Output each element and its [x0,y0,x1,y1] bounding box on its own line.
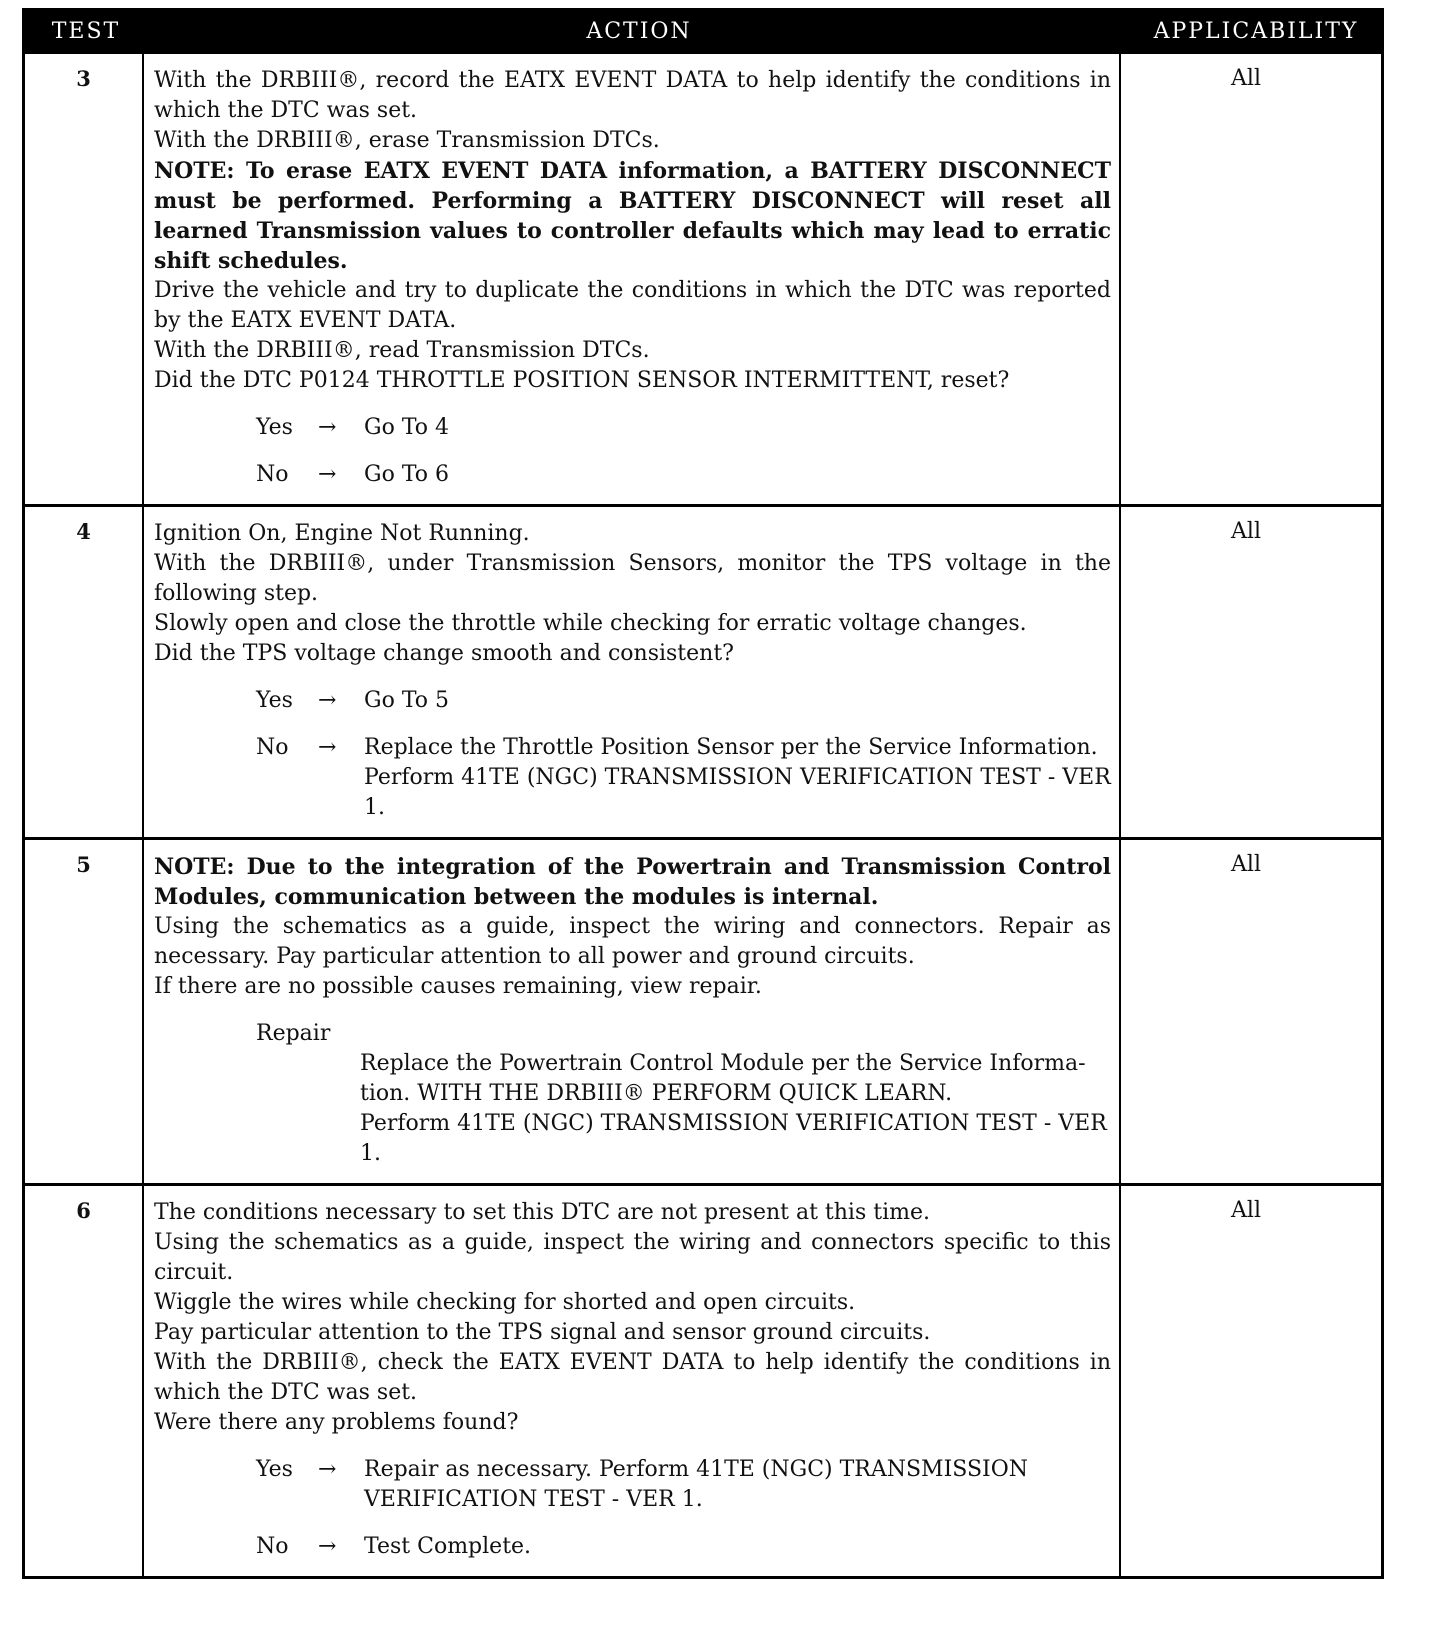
diagnostic-table [22,8,1384,1579]
instruction-text: Drive the vehicle and try to duplicate the conditions in which the DTC was reported by the EATX EVENT DATA. [154,278,1111,333]
applicability-value: All [1231,519,1261,544]
instruction-text: Wiggle the wires while checking for shorted and open circuits. [154,1290,856,1315]
outcome-text: Go To 4 [364,415,450,440]
outcome-no [154,460,1111,490]
test-number: 3 [25,54,144,504]
table-row [25,51,1381,504]
outcome-label: Yes [256,688,293,713]
instruction-text: Ignition On, Engine Not Running. [154,521,530,546]
arrow-right-icon: → [318,1457,337,1482]
instruction-text: Were there any problems found? [154,1410,519,1435]
action-cell [144,1186,1121,1576]
arrow-right-icon: → [318,735,337,760]
table-row [25,504,1381,837]
applicability-value: All [1231,66,1261,91]
outcome-label: Yes [256,1457,293,1482]
action-cell [144,507,1121,837]
action-cell [144,54,1121,504]
instruction-text: Pay particular attention to the TPS signal and sensor ground circuits. [154,1320,931,1345]
header-test: TEST [51,18,121,44]
outcome-yes [154,686,1111,716]
test-number: 6 [25,1186,144,1576]
arrow-right-icon: → [318,415,337,440]
instruction-text: Did the TPS voltage change smooth and consistent? [154,641,734,666]
applicability-value: All [1231,1198,1261,1223]
outcome-label: No [256,1534,289,1559]
instruction-text: With the DRBIII®, read Transmission DTCs. [154,338,650,363]
arrow-right-icon: → [318,1534,337,1559]
outcome-label: Yes [256,415,293,440]
applicability-value: All [1231,852,1261,877]
outcome-no [154,1532,1111,1562]
instruction-text: With the DRBIII®, record the EATX EVENT DATA to help identify the conditions in which the DTC was set. [154,68,1111,123]
outcome-text: Test Complete. [364,1534,532,1559]
outcome-text: Replace the Throttle Position Sensor per the Service Information. Perform 41TE (NGC) TRANSMISSION VERIFICATION TEST - VER 1. [364,735,1111,820]
instruction-text: Using the schematics as a guide, inspect the wiring and connectors specific to this circuit. [154,1230,1111,1285]
repair-label: Repair [256,1021,331,1046]
arrow-right-icon: → [318,462,337,487]
outcome-text: Go To 6 [364,462,450,487]
table-row [25,1183,1381,1576]
outcome-yes [154,413,1111,443]
test-number: 5 [25,840,144,1183]
header-applicability: APPLICABILITY [1153,18,1359,44]
header-action: ACTION [586,18,692,44]
instruction-text: With the DRBIII®, under Transmission Sensors, monitor the TPS voltage in the following step. [154,551,1111,606]
action-cell [144,840,1121,1183]
table-header [25,11,1381,51]
instruction-text: With the DRBIII®, erase Transmission DTCs. [154,128,660,153]
note-text: NOTE: Due to the integration of the Powertrain and Transmission Control Modules, communication between the modules is internal. [154,854,1111,910]
test-number: 4 [25,507,144,837]
outcome-yes [154,1455,1111,1515]
instruction-text: If there are no possible causes remaining, view repair. [154,974,762,999]
table-row [25,837,1381,1183]
table-body [25,51,1381,1576]
note-text: NOTE: To erase EATX EVENT DATA information, a BATTERY DISCONNECT must be performed. Performing a BATTERY DISCONNECT will reset all learned Transmission values to controller defaults which may lead to erratic shift schedules. [154,158,1111,274]
instruction-text: Using the schematics as a guide, inspect the wiring and connectors. Repair as necessary. Pay particular attention to all power and ground circuits. [154,914,1111,969]
repair-text: Replace the Powertrain Control Module per the Service Informa-tion. WITH THE DRBIII® PERFORM QUICK LEARN. [360,1051,1086,1106]
instruction-text: With the DRBIII®, check the EATX EVENT DATA to help identify the conditions in which the DTC was set. [154,1350,1111,1405]
instruction-text: Slowly open and close the throttle while checking for erratic voltage changes. [154,611,1027,636]
outcome-no [154,733,1111,823]
outcome-label: No [256,462,289,487]
arrow-right-icon: → [318,688,337,713]
outcome-label: No [256,735,289,760]
instruction-text: Did the DTC P0124 THROTTLE POSITION SENSOR INTERMITTENT, reset? [154,368,1010,393]
outcome-text: Repair as necessary. Perform 41TE (NGC) TRANSMISSION VERIFICATION TEST - VER 1. [364,1457,1029,1512]
instruction-text: The conditions necessary to set this DTC are not present at this time. [154,1200,930,1225]
outcome-text: Go To 5 [364,688,450,713]
repair-text: Perform 41TE (NGC) TRANSMISSION VERIFICATION TEST - VER 1. [360,1111,1107,1166]
